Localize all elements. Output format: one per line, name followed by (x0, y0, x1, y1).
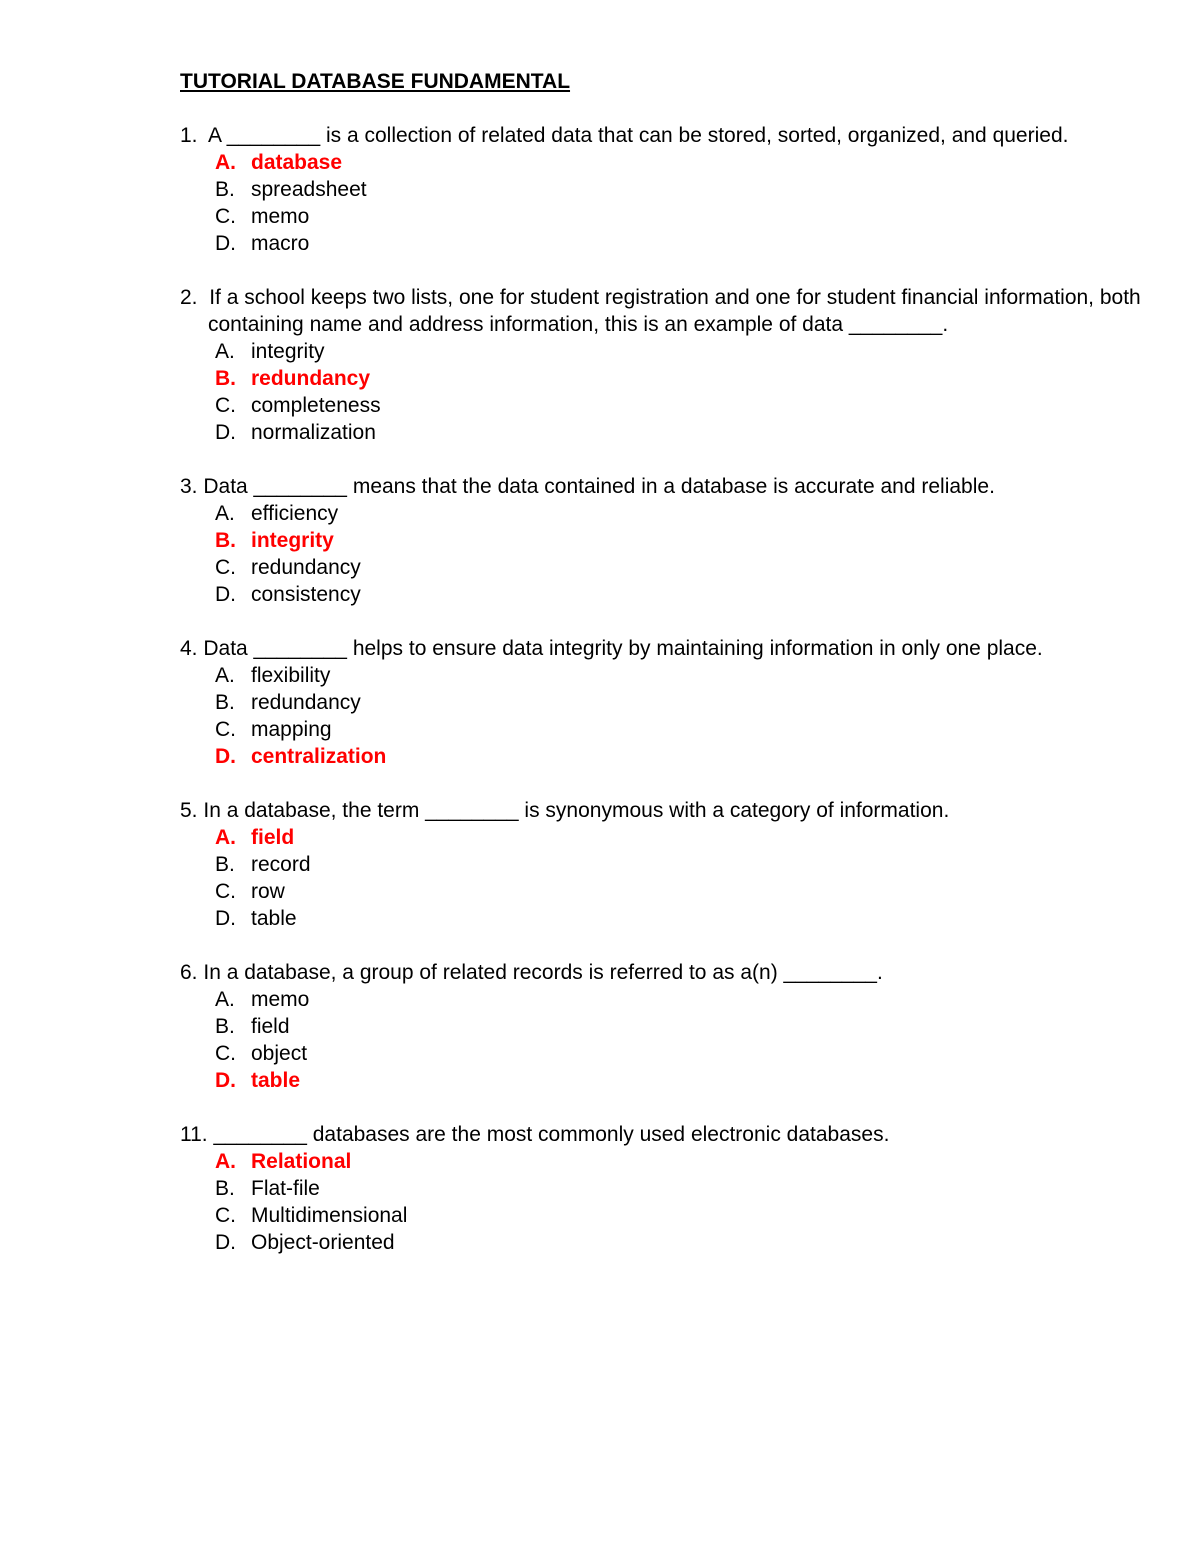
question-11 (180, 1121, 1170, 1256)
option (180, 851, 1170, 878)
option-letter: B. (215, 367, 236, 390)
option (180, 824, 1170, 851)
option-list (180, 1148, 1170, 1256)
option-letter: A. (215, 826, 236, 849)
question-text: If a school keeps two lists, one for student registration and one for student financial information, both containing name and address information, this is an example of data ________. (208, 286, 1141, 336)
option-letter: A. (215, 151, 236, 174)
option-letter: D. (215, 1231, 236, 1254)
option-letter: B. (215, 178, 235, 201)
option-letter: A. (215, 502, 235, 525)
option-letter: A. (215, 664, 235, 687)
option-letter: B. (215, 853, 235, 876)
option (180, 1013, 1170, 1040)
question-3 (180, 473, 1170, 608)
option-text: memo (251, 205, 310, 228)
question-text: In a database, a group of related records is referred to as a(n) ________. (203, 961, 883, 984)
option (180, 1175, 1170, 1202)
option-text: integrity (251, 529, 334, 552)
document-page (180, 68, 1170, 1283)
option (180, 392, 1170, 419)
option-text: Multidimensional (251, 1204, 408, 1227)
option (180, 716, 1170, 743)
option-letter: B. (215, 691, 235, 714)
option (180, 1040, 1170, 1067)
option (180, 527, 1170, 554)
option-list (180, 338, 1170, 446)
option-letter: D. (215, 583, 236, 606)
question-text: In a database, the term ________ is synonymous with a category of information. (203, 799, 950, 822)
option-letter: C. (215, 880, 236, 903)
option-letter: A. (215, 340, 235, 363)
option-text: row (251, 880, 285, 903)
option (180, 203, 1170, 230)
option-letter: D. (215, 421, 236, 444)
option-letter: B. (215, 1177, 235, 1200)
option-text: redundancy (251, 367, 371, 390)
question-stem (180, 1121, 1170, 1148)
question-number: 3. (180, 475, 198, 498)
option-text: macro (251, 232, 310, 255)
option (180, 689, 1170, 716)
option (180, 743, 1170, 770)
option-letter: B. (215, 529, 236, 552)
option-list (180, 662, 1170, 770)
option-letter: D. (215, 1069, 236, 1092)
option-text: spreadsheet (251, 178, 367, 201)
question-stem (180, 797, 1170, 824)
option-letter: D. (215, 907, 236, 930)
option-text: field (251, 1015, 290, 1038)
option (180, 905, 1170, 932)
question-2 (180, 284, 1170, 446)
option (180, 986, 1170, 1013)
question-stem (180, 635, 1170, 662)
option (180, 878, 1170, 905)
question-text: Data ________ helps to ensure data integrity by maintaining information in only one place. (203, 637, 1043, 660)
question-stem (180, 959, 1170, 986)
option-letter: D. (215, 232, 236, 255)
option-letter: C. (215, 718, 236, 741)
option (180, 419, 1170, 446)
option-letter: A. (215, 988, 235, 1011)
option (180, 338, 1170, 365)
question-number: 4. (180, 637, 198, 660)
option (180, 554, 1170, 581)
option (180, 149, 1170, 176)
question-number: 5. (180, 799, 198, 822)
option-letter: C. (215, 1204, 236, 1227)
option (180, 581, 1170, 608)
option (180, 365, 1170, 392)
option-list (180, 149, 1170, 257)
question-4 (180, 635, 1170, 770)
option-list (180, 986, 1170, 1094)
option (180, 230, 1170, 257)
option-text: redundancy (251, 556, 361, 579)
option-letter: B. (215, 1015, 235, 1038)
option-letter: D. (215, 745, 236, 768)
option-text: Flat-file (251, 1177, 320, 1200)
question-1 (180, 122, 1170, 257)
option-letter: C. (215, 1042, 236, 1065)
option-text: mapping (251, 718, 332, 741)
question-number: 11. (180, 1123, 208, 1146)
question-5 (180, 797, 1170, 932)
question-6 (180, 959, 1170, 1094)
option-text: efficiency (251, 502, 339, 525)
option-text: centralization (251, 745, 387, 768)
option-text: field (251, 826, 295, 849)
question-stem (180, 122, 1170, 149)
option-letter: C. (215, 556, 236, 579)
option-text: flexibility (251, 664, 331, 687)
question-number: 6. (180, 961, 198, 984)
option-text: table (251, 907, 297, 930)
question-text: ________ databases are the most commonly used electronic databases. (213, 1123, 890, 1146)
option-text: completeness (251, 394, 381, 417)
option (180, 500, 1170, 527)
option-text: redundancy (251, 691, 361, 714)
option-text: consistency (251, 583, 361, 606)
question-number: 2. (180, 286, 198, 309)
option-text: record (251, 853, 311, 876)
option-text: object (251, 1042, 308, 1065)
option-text: normalization (251, 421, 376, 444)
option-list (180, 824, 1170, 932)
option (180, 1067, 1170, 1094)
option-list (180, 500, 1170, 608)
option (180, 1229, 1170, 1256)
option-text: table (251, 1069, 301, 1092)
option-text: database (251, 151, 343, 174)
question-stem (180, 284, 1170, 338)
document-title: TUTORIAL DATABASE FUNDAMENTAL (180, 70, 571, 93)
option-letter: C. (215, 394, 236, 417)
question-text: A ________ is a collection of related data that can be stored, sorted, organized, and queried. (208, 124, 1069, 147)
option (180, 1202, 1170, 1229)
option (180, 1148, 1170, 1175)
question-text: Data ________ means that the data contained in a database is accurate and reliable. (203, 475, 995, 498)
option (180, 662, 1170, 689)
option (180, 176, 1170, 203)
option-text: Object-oriented (251, 1231, 395, 1254)
question-stem (180, 473, 1170, 500)
option-text: Relational (251, 1150, 352, 1173)
option-text: memo (251, 988, 310, 1011)
option-letter: C. (215, 205, 236, 228)
option-text: integrity (251, 340, 325, 363)
question-number: 1. (180, 124, 198, 147)
option-letter: A. (215, 1150, 236, 1173)
